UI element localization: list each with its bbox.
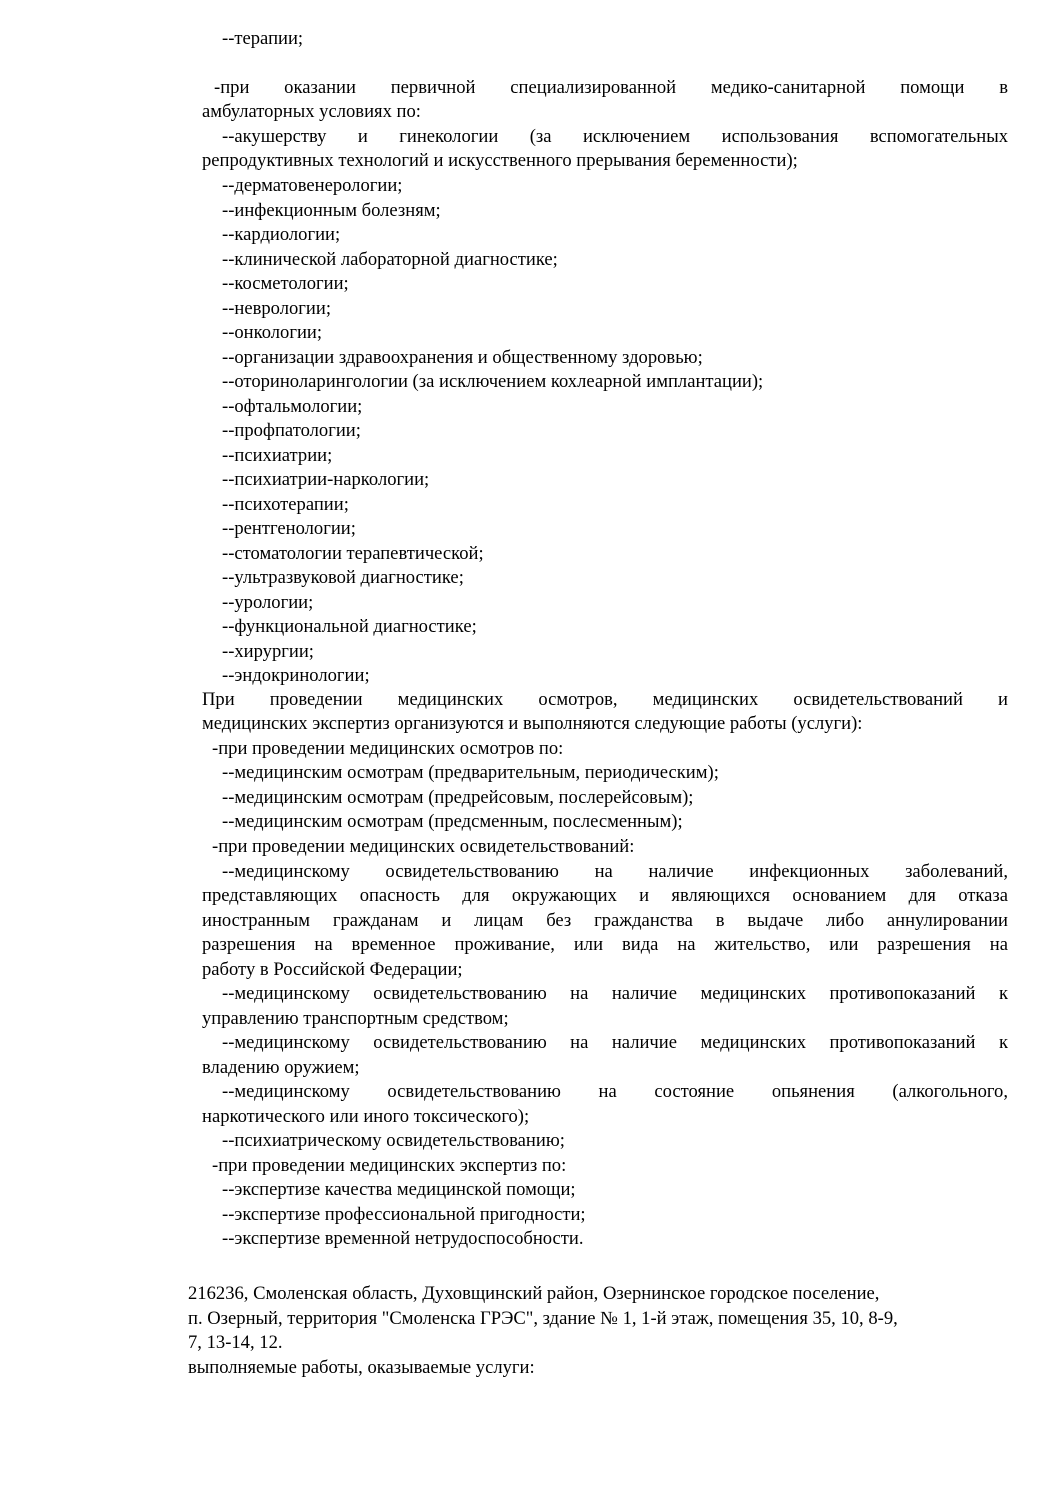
specialty-item: --клинической лабораторной диагностике; — [222, 248, 558, 270]
list-item: --медицинским осмотрам (предварительным, периодическим); — [222, 762, 719, 783]
specialty-item: --хирургии; — [222, 640, 314, 662]
list-item-cont: иностранным гражданам и лицам без гражданства в выдаче либо аннулировании — [202, 910, 1008, 931]
specialty-item: --онкологии; — [222, 322, 323, 343]
specialty-item: --оториноларингологии (за исключением кохлеарной имплантации); — [222, 371, 764, 392]
specialty-item: --психиатрии-наркологии; — [222, 469, 430, 490]
works-label: выполняемые работы, оказываемые услуги: — [188, 1357, 535, 1378]
list-item: --медицинскому освидетельствованию на наличие медицинских противопоказаний к — [222, 1032, 1008, 1053]
specialty-item: --кардиологии; — [222, 224, 341, 245]
list-item-cont: разрешения на временное проживание, или вида на жительство, или разрешения на — [202, 934, 1008, 955]
list-item: --экспертизе профессиональной пригодности; — [222, 1204, 586, 1225]
specialty-item: --психотерапии; — [222, 493, 349, 515]
list-item: --медицинскому освидетельствованию на состояние опьянения (алкогольного, — [222, 1081, 1008, 1102]
list-item: --медицинскому освидетельствованию на наличие медицинских противопоказаний к — [222, 983, 1008, 1004]
list-item: --психиатрическому освидетельствованию; — [222, 1130, 565, 1151]
specialty-item: --эндокринологии; — [222, 665, 370, 686]
list-item-cont: представляющих опасность для окружающих и являющихся основанием для отказа — [202, 885, 1008, 906]
list-item: --медицинскому освидетельствованию на наличие инфекционных заболеваний, — [222, 861, 1008, 882]
list-item-cont: репродуктивных технологий и искусственного прерывания беременности); — [202, 150, 798, 171]
specialty-item: --урологии; — [222, 591, 314, 613]
list-item-cont: работу в Российской Федерации; — [202, 959, 463, 980]
specialty-item: --рентгенологии; — [222, 518, 356, 539]
subsection-heading: -при оказании первичной специализированной медико-санитарной помощи в — [214, 77, 1008, 98]
list-item: --акушерству и гинекологии (за исключением использования вспомогательных — [222, 126, 1008, 147]
list-item: --медицинским осмотрам (предсменным, послесменным); — [222, 811, 683, 832]
paragraph-cont: медицинских экспертиз организуются и выполняются следующие работы (услуги): — [202, 713, 863, 734]
list-item: --экспертизе временной нетрудоспособности. — [222, 1228, 584, 1249]
list-item: --экспертизе качества медицинской помощи; — [222, 1179, 576, 1200]
list-item-cont: наркотического или иного токсического); — [202, 1106, 530, 1127]
specialty-item: --психиатрии; — [222, 444, 333, 466]
list-item: --терапии; — [222, 28, 304, 49]
address-line: п. Озерный, территория "Смоленска ГРЭС", здание № 1, 1-й этаж, помещения 35, 10, 8-9, — [188, 1308, 898, 1329]
specialty-item: --дерматовенерологии; — [222, 175, 403, 196]
specialty-item: --профпатологии; — [222, 420, 361, 441]
specialty-item: --инфекционным болезням; — [222, 199, 441, 221]
specialty-item: --функциональной диагностике; — [222, 616, 477, 637]
specialty-item: --организации здравоохранения и общественному здоровью; — [222, 346, 703, 368]
specialty-item: --офтальмологии; — [222, 395, 363, 417]
subsection-heading-cont: амбулаторных условиях по: — [202, 101, 421, 122]
specialty-item: --стоматологии терапевтической; — [222, 542, 484, 564]
specialty-item: --косметологии; — [222, 273, 349, 294]
specialty-item: --неврологии; — [222, 297, 331, 319]
list-item-cont: владению оружием; — [202, 1057, 360, 1078]
paragraph: При проведении медицинских осмотров, медицинских освидетельствований и — [202, 689, 1008, 710]
specialty-item: --ультразвуковой диагностике; — [222, 567, 464, 588]
address-line: 7, 13-14, 12. — [188, 1332, 283, 1353]
section-header: -при проведении медицинских освидетельствований: — [212, 836, 635, 857]
section-header: -при проведении медицинских осмотров по: — [212, 738, 564, 759]
list-item-cont: управлению транспортным средством; — [202, 1008, 509, 1029]
address-line: 216236, Смоленская область, Духовщинский район, Озернинское городское поселение, — [188, 1283, 880, 1304]
list-item: --медицинским осмотрам (предрейсовым, послерейсовым); — [222, 787, 694, 808]
section-header: -при проведении медицинских экспертиз по: — [212, 1155, 567, 1176]
